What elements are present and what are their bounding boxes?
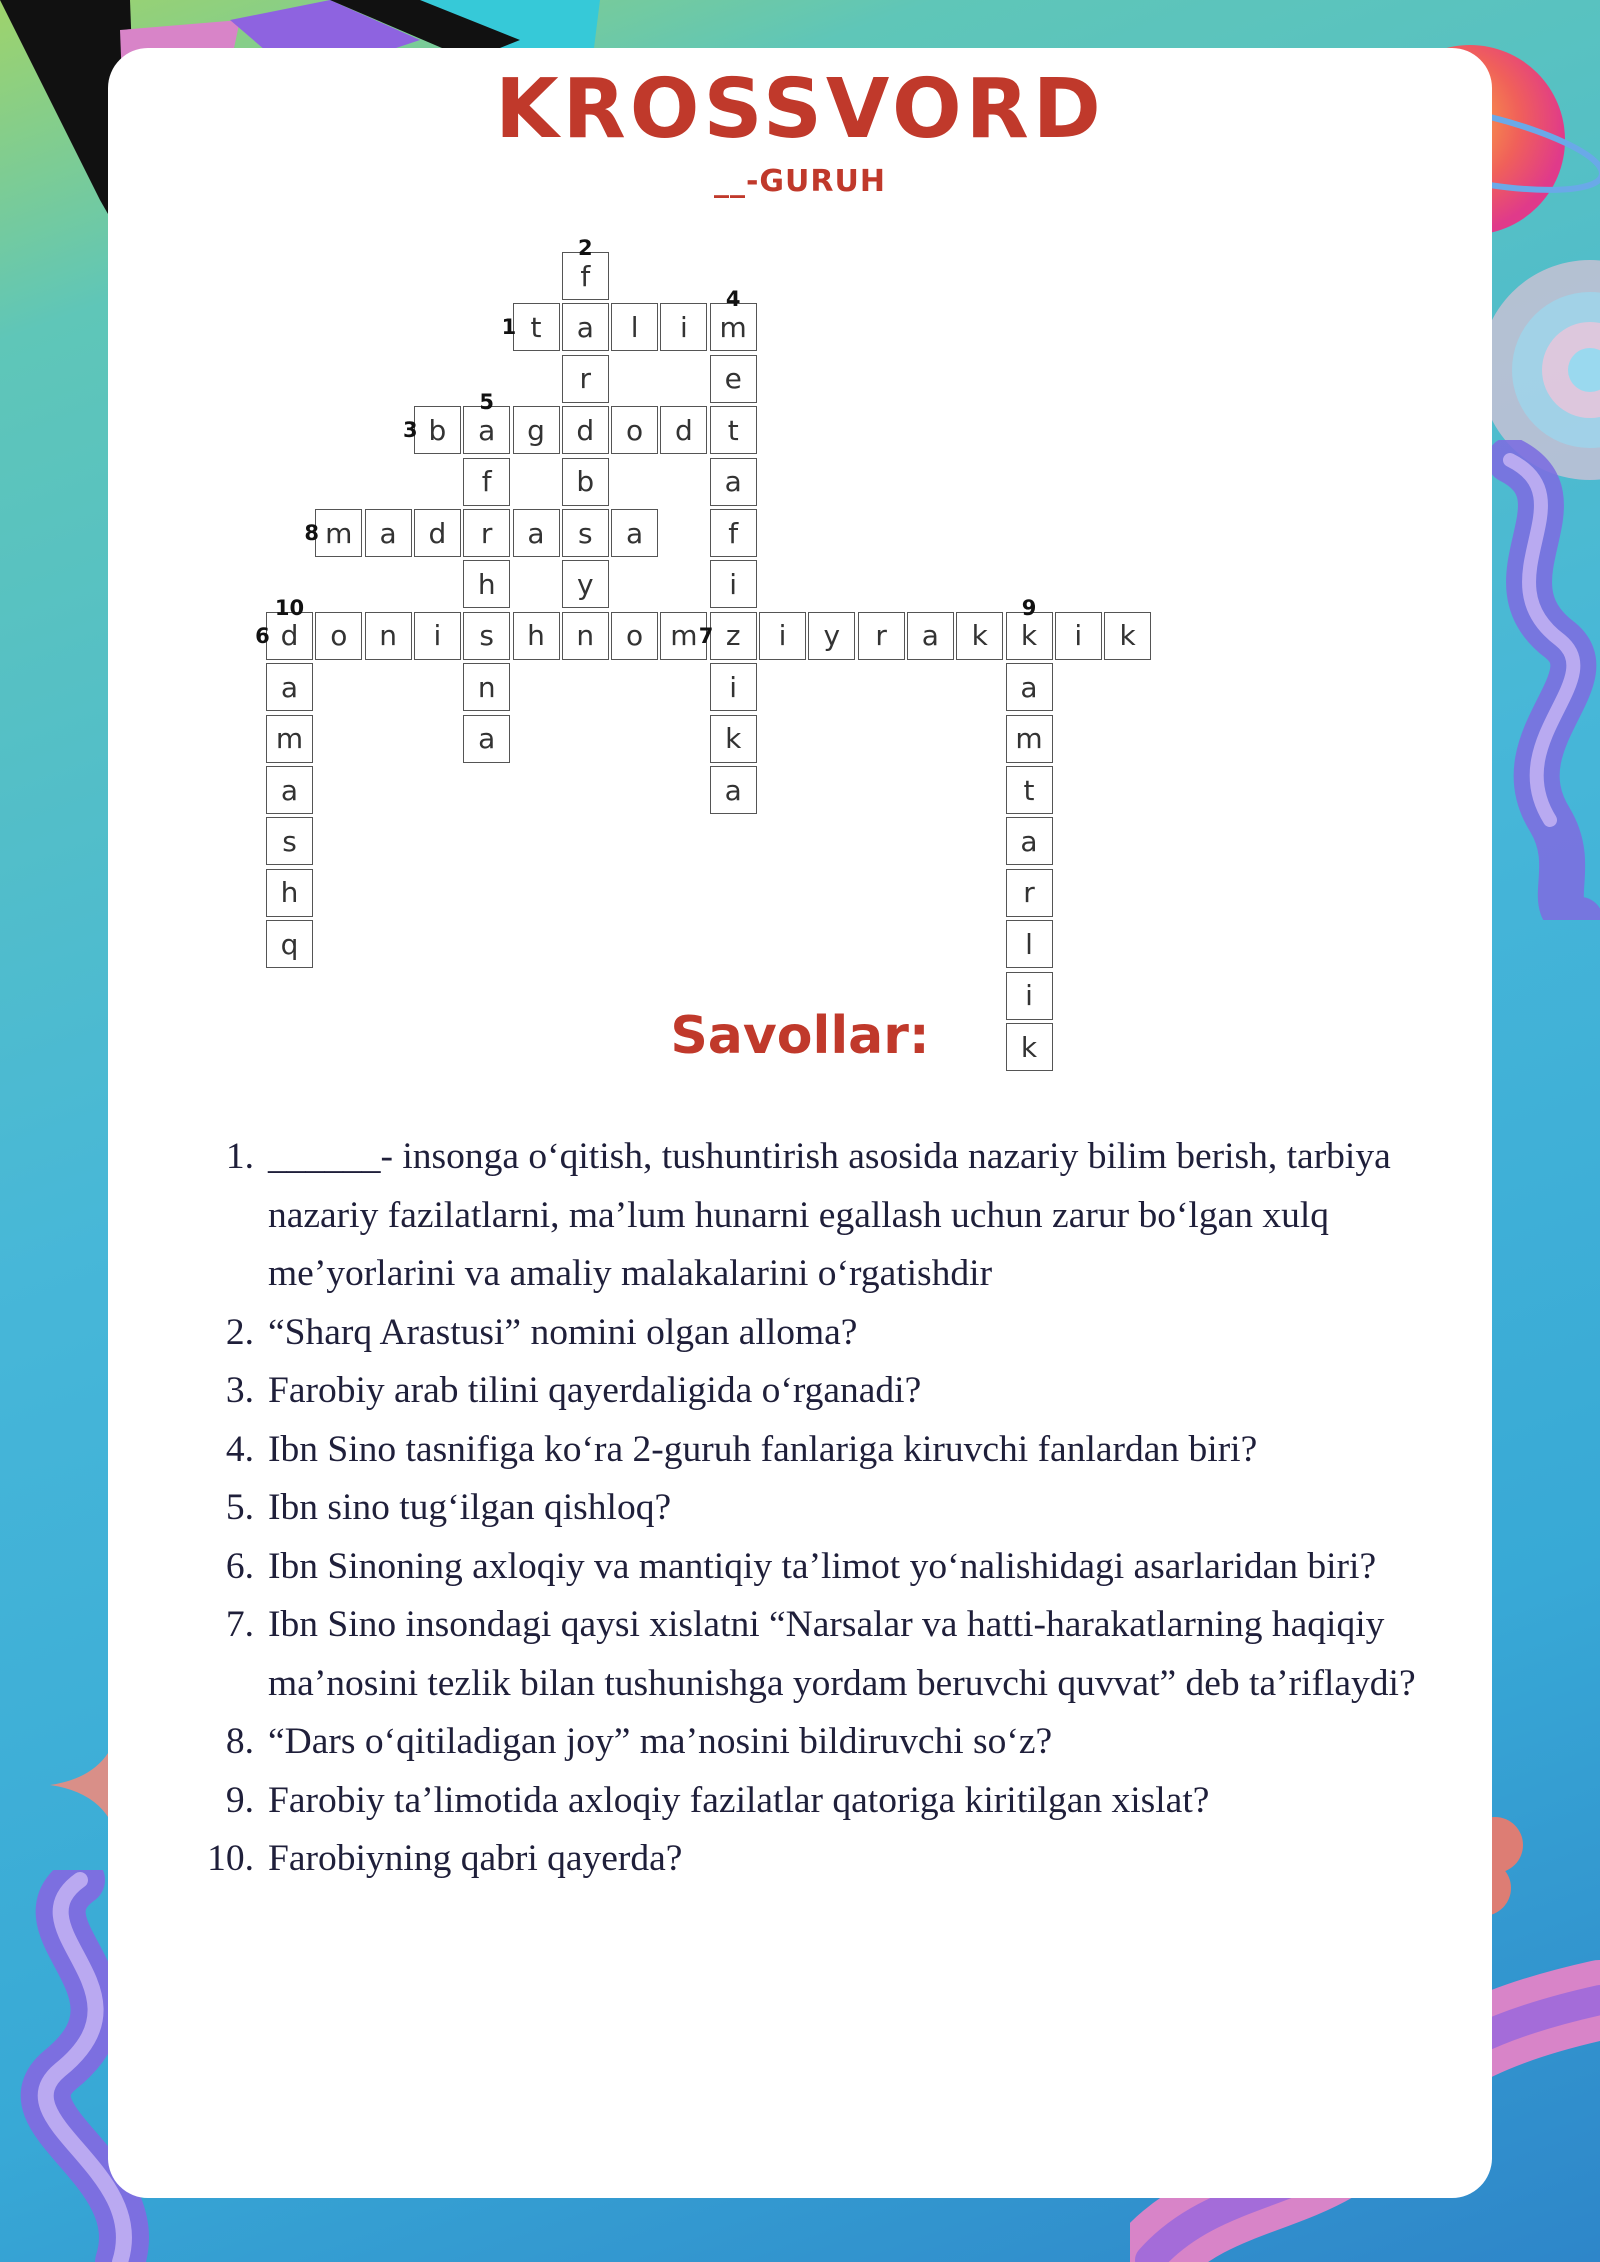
- crossword-cell: s: [266, 817, 313, 865]
- crossword-cell: z: [710, 612, 757, 660]
- crossword-cell: t: [1006, 766, 1053, 814]
- crossword-cell: a: [1006, 663, 1053, 711]
- crossword-cell: l: [611, 303, 658, 351]
- crossword-cell: i: [414, 612, 461, 660]
- crossword-cell: m: [266, 715, 313, 763]
- crossword-cell: y: [808, 612, 855, 660]
- crossword-cell: n: [365, 612, 412, 660]
- crossword-cell: h: [266, 869, 313, 917]
- crossword-cell: q: [266, 920, 313, 968]
- crossword-cell: d: [562, 406, 609, 454]
- crossword-grid: [0, 0, 1600, 1100]
- crossword-cell: n: [562, 612, 609, 660]
- question-text: Ibn Sino tasnifiga ko‘ra 2-guruh fanlariga kiruvchi fanlardan biri?: [268, 1428, 1258, 1470]
- crossword-cell: a: [710, 766, 757, 814]
- crossword-cell: d: [660, 406, 707, 454]
- crossword-cell: i: [1055, 612, 1102, 660]
- question-text: Farobiyning qabri qayerda?: [268, 1838, 683, 1879]
- crossword-cell: i: [1006, 972, 1053, 1020]
- crossword-cell: o: [611, 612, 658, 660]
- list-item: [200, 1596, 1430, 1713]
- clue-number: 1: [501, 315, 517, 340]
- question-text: ______- insonga o‘qitish, tushuntirish asosida nazariy bilim berish, tarbiya nazariy fazilatlarni, ma’lum hunarni egallash uchun zarur bo‘lgan xulq me’yorlarini va amaliy malakalarini o‘rgatishdir: [268, 1136, 1391, 1294]
- crossword-cell: s: [463, 612, 510, 660]
- crossword-cell: m: [1006, 715, 1053, 763]
- question-text: “Dars o‘qitiladigan joy” ma’nosini bildiruvchi so‘z?: [268, 1721, 1053, 1762]
- clue-number: 4: [725, 287, 741, 312]
- questions-list: [200, 1128, 1430, 1889]
- question-text: Ibn sino tug‘ilgan qishloq?: [268, 1487, 672, 1528]
- question-text: Ibn Sino insondagi qaysi xislatni “Narsalar va hatti-harakatlarning haqiqiy ma’nosini tezlik bilan tushunishga yordam beruvchi quvvat” deb ta’riflaydi?: [268, 1604, 1416, 1704]
- crossword-cell: a: [463, 715, 510, 763]
- question-number: 8.: [225, 1721, 254, 1762]
- crossword-cell: a: [266, 766, 313, 814]
- crossword-cell: a: [907, 612, 954, 660]
- list-item: [200, 1830, 1430, 1889]
- crossword-cell: t: [513, 303, 560, 351]
- crossword-cell: i: [660, 303, 707, 351]
- crossword-cell: n: [463, 663, 510, 711]
- crossword-cell: a: [266, 663, 313, 711]
- crossword-cell: m: [710, 303, 757, 351]
- questions-heading: Savollar:: [670, 1006, 930, 1066]
- crossword-cell: t: [710, 406, 757, 454]
- crossword-cell: k: [1104, 612, 1151, 660]
- crossword-cell: r: [562, 355, 609, 403]
- list-item: [200, 1772, 1430, 1831]
- question-number: 10.: [207, 1838, 254, 1879]
- crossword-cell: a: [513, 509, 560, 557]
- clue-number: 9: [1021, 595, 1037, 620]
- question-text: “Sharq Arastusi” nomini olgan alloma?: [268, 1311, 858, 1353]
- list-item: [200, 1538, 1430, 1597]
- crossword-cell: h: [463, 560, 510, 608]
- clue-number: 8: [304, 521, 319, 545]
- crossword-cell: g: [513, 406, 560, 454]
- crossword-cell: m: [660, 612, 707, 660]
- crossword-cell: r: [858, 612, 905, 660]
- question-number: 1.: [225, 1136, 254, 1177]
- crossword-cell: l: [1006, 920, 1053, 968]
- crossword-cell: r: [463, 509, 510, 557]
- crossword-cell: s: [562, 509, 609, 557]
- question-number: 4.: [225, 1428, 254, 1470]
- crossword-cell: k: [710, 715, 757, 763]
- crossword-cell: h: [513, 612, 560, 660]
- list-item: [200, 1713, 1430, 1772]
- clue-number: 6: [255, 623, 270, 648]
- crossword-cell: k: [1006, 612, 1053, 660]
- clue-number: 10: [274, 595, 305, 620]
- crossword-cell: b: [562, 458, 609, 506]
- clue-number: 7: [698, 623, 714, 648]
- question-text: Ibn Sinoning axloqiy va mantiqiy ta’limot yo‘nalishidagi asarlaridan biri?: [268, 1545, 1377, 1587]
- crossword-cell: f: [562, 252, 609, 300]
- crossword-cell: d: [266, 612, 313, 660]
- crossword-cell: f: [710, 509, 757, 557]
- question-number: 3.: [225, 1370, 254, 1411]
- crossword-cell: f: [463, 458, 510, 506]
- crossword-cell: i: [759, 612, 806, 660]
- crossword-cell: k: [956, 612, 1003, 660]
- clue-number: 5: [479, 389, 494, 414]
- crossword-cell: a: [463, 406, 510, 454]
- list-item: [200, 1128, 1430, 1304]
- crossword-cell: a: [1006, 817, 1053, 865]
- crossword-cell: r: [1006, 869, 1053, 917]
- crossword-cell: m: [315, 509, 362, 557]
- crossword-cell: k: [1006, 1023, 1053, 1071]
- question-number: 6.: [225, 1545, 254, 1587]
- crossword-cell: a: [365, 509, 412, 557]
- clue-number: 3: [402, 418, 418, 443]
- crossword-cell: d: [414, 509, 461, 557]
- question-text: Farobiy ta’limotida axloqiy fazilatlar qatoriga kiritilgan xislat?: [268, 1779, 1210, 1821]
- crossword-cell: i: [710, 560, 757, 608]
- clue-number: 2: [577, 235, 593, 260]
- crossword-cell: a: [710, 458, 757, 506]
- page-title: KROSSVORD: [495, 62, 1105, 157]
- crossword-cell: y: [562, 560, 609, 608]
- question-number: 5.: [225, 1487, 254, 1528]
- list-item: [200, 1479, 1430, 1538]
- crossword-cell: i: [710, 663, 757, 711]
- crossword-cell: o: [611, 406, 658, 454]
- question-number: 2.: [225, 1311, 254, 1353]
- list-item: [200, 1421, 1430, 1480]
- list-item: [200, 1362, 1430, 1421]
- crossword-cell: a: [611, 509, 658, 557]
- crossword-cell: e: [710, 355, 757, 403]
- question-number: 9.: [225, 1779, 254, 1821]
- crossword-cell: a: [562, 303, 609, 351]
- crossword-cell: b: [414, 406, 461, 454]
- group-label: __-GURUH: [713, 164, 886, 199]
- question-number: 7.: [225, 1604, 254, 1645]
- list-item: [200, 1304, 1430, 1363]
- question-text: Farobiy arab tilini qayerdaligida o‘rganadi?: [268, 1370, 922, 1411]
- crossword-cell: o: [315, 612, 362, 660]
